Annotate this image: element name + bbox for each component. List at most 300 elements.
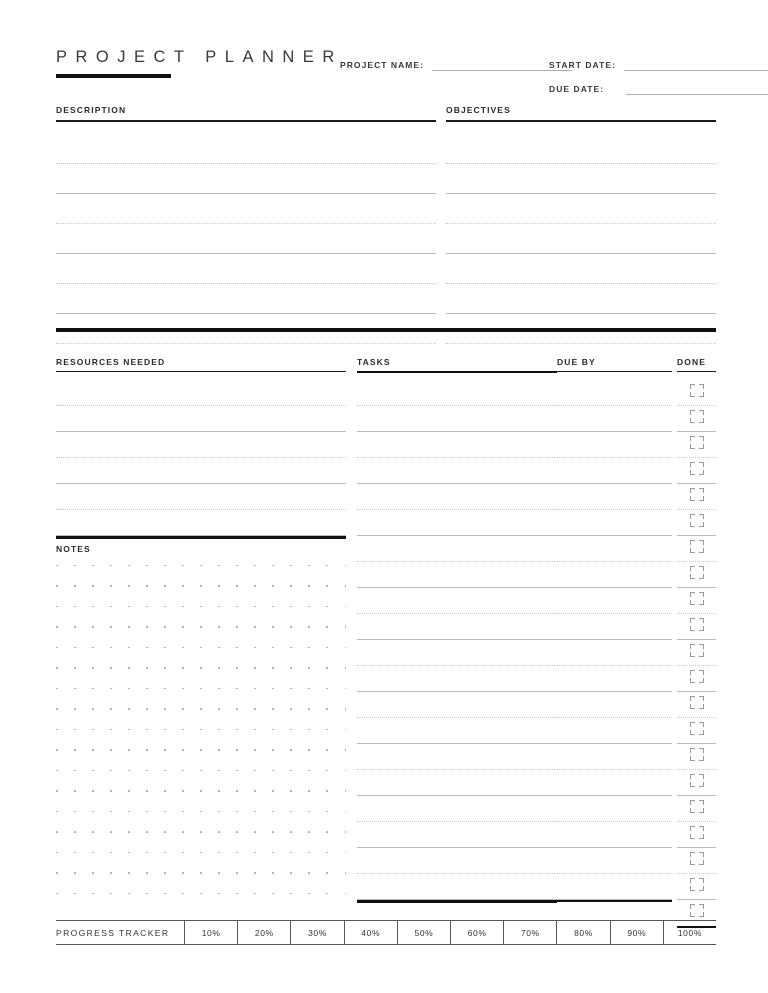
task-row[interactable] [357, 874, 557, 900]
done-row[interactable] [677, 770, 716, 796]
notes-dot [200, 749, 202, 751]
notes-dot [236, 688, 238, 690]
checkbox-corner [690, 470, 695, 475]
notes-dot [218, 688, 220, 690]
notes-dot [200, 565, 202, 567]
notes-dot [92, 872, 94, 874]
notes-dot [236, 606, 238, 608]
notes-dot [128, 811, 130, 813]
checkbox-corner [690, 514, 695, 519]
tasks-lines[interactable] [357, 380, 557, 903]
notes-dot [200, 790, 202, 792]
notes-dot [164, 585, 166, 587]
notes-dot [200, 893, 202, 895]
notes-dot-row [56, 887, 346, 908]
notes-dot [128, 708, 130, 710]
checkbox-corner [699, 410, 704, 415]
notes-dot [110, 667, 112, 669]
due-by-lines[interactable] [557, 380, 672, 902]
notes-dot [164, 770, 166, 772]
task-row[interactable] [357, 640, 557, 666]
checkbox-icon[interactable] [690, 384, 704, 397]
notes-dot [272, 790, 274, 792]
notes-dot [236, 790, 238, 792]
notes-dot [92, 667, 94, 669]
notes-dot [308, 749, 310, 751]
task-row[interactable] [357, 666, 557, 692]
checkbox-corner [699, 834, 704, 839]
notes-dot [345, 708, 347, 710]
notes-dot [164, 606, 166, 608]
notes-dot [74, 872, 76, 874]
notes-dot [128, 770, 130, 772]
notes-dot [218, 831, 220, 833]
checkbox-corner [699, 384, 704, 389]
due-by-row[interactable] [557, 484, 672, 510]
progress-step-100[interactable]: 100% [663, 921, 716, 944]
progress-step-90[interactable]: 90% [610, 921, 663, 944]
notes-dot [272, 893, 274, 895]
notes-dot [128, 893, 130, 895]
notes-dot [254, 770, 256, 772]
checkbox-corner [699, 488, 704, 493]
checkbox-corner [690, 436, 695, 441]
description-heading: DESCRIPTION [56, 105, 127, 115]
resource-row[interactable] [56, 458, 346, 484]
progress-tracker-row [56, 921, 716, 944]
due-date-input-line[interactable] [626, 93, 768, 95]
resources-lines[interactable] [56, 380, 346, 539]
task-row[interactable] [357, 510, 557, 536]
notes-dot [110, 831, 112, 833]
progress-step-70[interactable]: 70% [503, 921, 556, 944]
done-row[interactable] [677, 458, 716, 484]
checkbox-icon[interactable] [690, 748, 704, 761]
notes-dot [128, 749, 130, 751]
notes-dot [146, 708, 148, 710]
done-row[interactable] [677, 718, 716, 744]
checkbox-corner [690, 782, 695, 787]
checkbox-icon[interactable] [690, 644, 704, 657]
due-by-row[interactable] [557, 380, 672, 406]
notes-dot [272, 565, 274, 567]
checkbox-corner [690, 618, 695, 623]
done-row[interactable] [677, 614, 716, 640]
progress-step-60[interactable]: 60% [450, 921, 503, 944]
checkbox-corner [690, 748, 695, 753]
task-row[interactable] [357, 692, 557, 718]
task-area [56, 357, 716, 554]
description-lines[interactable] [56, 134, 436, 344]
checkbox-icon[interactable] [690, 592, 704, 605]
progress-step-30[interactable]: 30% [290, 921, 343, 944]
notes-dot-row [56, 641, 346, 662]
tasks-heading: TASKS [357, 357, 391, 367]
notes-dot [164, 852, 166, 854]
notes-dot [146, 626, 148, 628]
notes-dot [218, 852, 220, 854]
due-by-row[interactable] [557, 510, 672, 536]
checkbox-icon[interactable] [690, 696, 704, 709]
notes-dot [218, 872, 220, 874]
resource-row[interactable] [56, 380, 346, 406]
done-heading-block [677, 358, 716, 372]
notes-dot [74, 606, 76, 608]
notes-dot [182, 893, 184, 895]
notes-dot [290, 606, 292, 608]
notes-dot [164, 811, 166, 813]
notes-dot [164, 790, 166, 792]
checkbox-corner [690, 652, 695, 657]
notes-dot [272, 770, 274, 772]
notes-heading: NOTES [56, 544, 91, 554]
task-row[interactable] [357, 614, 557, 640]
resources-heading-block [56, 358, 346, 372]
due-by-row[interactable] [557, 874, 672, 900]
notes-dot [74, 831, 76, 833]
checkbox-icon[interactable] [690, 722, 704, 735]
done-row[interactable] [677, 640, 716, 666]
checkbox-icon[interactable] [690, 566, 704, 579]
checkbox-corner [690, 756, 695, 761]
objectives-section [446, 106, 716, 344]
checkbox-icon[interactable] [690, 540, 704, 553]
notes-dot [146, 749, 148, 751]
description-heading-rule [56, 120, 436, 122]
notes-dot [164, 647, 166, 649]
checkbox-icon[interactable] [690, 800, 704, 813]
done-row[interactable] [677, 848, 716, 874]
notes-dot [290, 626, 292, 628]
notes-dot [146, 811, 148, 813]
checkbox-corner [699, 566, 704, 571]
checkbox-icon[interactable] [690, 878, 704, 891]
checkbox-corner [699, 540, 704, 545]
start-date-input-line[interactable] [624, 69, 768, 71]
notes-dot [128, 606, 130, 608]
task-row[interactable] [357, 796, 557, 822]
checkbox-corner [699, 704, 704, 709]
notes-dot [74, 811, 76, 813]
progress-step-10[interactable]: 10% [184, 921, 237, 944]
done-row[interactable] [677, 380, 716, 406]
task-row[interactable] [357, 406, 557, 432]
write-line[interactable] [56, 343, 436, 344]
write-line[interactable] [446, 343, 716, 344]
checkbox-corner [699, 548, 704, 553]
notes-dot [182, 585, 184, 587]
checkbox-corner [690, 462, 695, 467]
notes-dot [218, 708, 220, 710]
due-by-row[interactable] [557, 666, 672, 692]
checkbox-icon[interactable] [690, 410, 704, 423]
notes-dot [326, 565, 328, 567]
notes-dot [92, 729, 94, 731]
checkbox-corner [690, 574, 695, 579]
checkbox-corner [690, 392, 695, 397]
notes-dot [200, 831, 202, 833]
notes-dot [308, 790, 310, 792]
checkbox-corner [690, 626, 695, 631]
notes-dot [345, 790, 347, 792]
progress-step-20[interactable]: 20% [237, 921, 290, 944]
task-row[interactable] [357, 458, 557, 484]
task-row[interactable] [357, 562, 557, 588]
resource-row[interactable] [56, 406, 346, 432]
notes-dot [345, 626, 347, 628]
notes-dot [290, 585, 292, 587]
done-row[interactable] [677, 406, 716, 432]
notes-dot [308, 708, 310, 710]
notes-dot [56, 749, 58, 751]
notes-dot [236, 585, 238, 587]
notes-dot [146, 872, 148, 874]
notes-dot [308, 585, 310, 587]
notes-dot [272, 811, 274, 813]
done-row[interactable] [677, 874, 716, 900]
checkbox-corner [699, 800, 704, 805]
notes-dot-row [56, 579, 346, 600]
checkbox-corner [699, 730, 704, 735]
notes-dot [272, 606, 274, 608]
notes-dot [254, 811, 256, 813]
notes-dot [254, 606, 256, 608]
due-by-row[interactable] [557, 796, 672, 822]
notes-dot [254, 585, 256, 587]
notes-dot [345, 565, 347, 567]
due-date-label: DUE DATE: [549, 84, 605, 94]
notes-dot [326, 585, 328, 587]
notes-dot [164, 708, 166, 710]
notes-dot [326, 606, 328, 608]
notes-dot [92, 585, 94, 587]
notes-dot [182, 852, 184, 854]
notes-dot [290, 852, 292, 854]
task-area-headings [56, 358, 716, 380]
notes-dot [326, 852, 328, 854]
notes-dot [128, 585, 130, 587]
checkbox-corner [699, 808, 704, 813]
checkbox-corner [690, 774, 695, 779]
due-by-row[interactable] [557, 848, 672, 874]
notes-dot-grid[interactable] [56, 559, 346, 908]
checkbox-icon[interactable] [690, 462, 704, 475]
done-row[interactable] [677, 562, 716, 588]
done-row[interactable] [677, 822, 716, 848]
done-row[interactable] [677, 744, 716, 770]
done-column [677, 380, 716, 928]
notes-dot [146, 647, 148, 649]
notes-dot-row [56, 559, 346, 580]
checkbox-icon[interactable] [690, 852, 704, 865]
resource-row[interactable] [56, 510, 346, 536]
done-row[interactable] [677, 432, 716, 458]
project-name-field[interactable] [340, 61, 572, 71]
checkbox-corner [690, 696, 695, 701]
notes-dot [92, 852, 94, 854]
notes-dot [254, 852, 256, 854]
notes-dot [146, 893, 148, 895]
start-date-field[interactable] [549, 61, 768, 71]
title-underline [56, 74, 171, 78]
notes-dot [182, 749, 184, 751]
notes-dot [74, 565, 76, 567]
notes-dot [218, 667, 220, 669]
task-row[interactable] [357, 848, 557, 874]
notes-dot [74, 790, 76, 792]
notes-dot [128, 852, 130, 854]
notes-dot [110, 606, 112, 608]
notes-dot [200, 647, 202, 649]
notes-dot-row [56, 743, 346, 764]
notes-dot [345, 770, 347, 772]
task-row[interactable] [357, 718, 557, 744]
due-by-row[interactable] [557, 536, 672, 562]
checkbox-icon[interactable] [690, 670, 704, 683]
checkbox-icon[interactable] [690, 436, 704, 449]
progress-step-80[interactable]: 80% [556, 921, 609, 944]
notes-dot [110, 872, 112, 874]
notes-dot [182, 729, 184, 731]
checkbox-corner [699, 722, 704, 727]
notes-dot [128, 872, 130, 874]
checkbox-corner [699, 878, 704, 883]
due-by-row[interactable] [557, 406, 672, 432]
done-row[interactable] [677, 692, 716, 718]
due-by-row[interactable] [557, 458, 672, 484]
notes-dot [254, 688, 256, 690]
notes-dot [326, 729, 328, 731]
due-by-row[interactable] [557, 588, 672, 614]
notes-dot [345, 893, 347, 895]
notes-dot [254, 872, 256, 874]
notes-dot [218, 749, 220, 751]
task-row[interactable] [357, 770, 557, 796]
checkbox-corner [690, 704, 695, 709]
notes-dot [345, 852, 347, 854]
notes-dot [146, 729, 148, 731]
notes-dot [110, 565, 112, 567]
due-by-row[interactable] [557, 770, 672, 796]
due-by-row[interactable] [557, 718, 672, 744]
task-row[interactable] [357, 380, 557, 406]
notes-dot [290, 811, 292, 813]
notes-dot [272, 831, 274, 833]
checkbox-icon[interactable] [690, 826, 704, 839]
due-by-row[interactable] [557, 822, 672, 848]
notes-dot [74, 647, 76, 649]
due-by-row[interactable] [557, 640, 672, 666]
checkbox-corner [690, 548, 695, 553]
notes-dot [345, 872, 347, 874]
notes-dot [254, 790, 256, 792]
notes-dot [236, 852, 238, 854]
notes-dot [92, 749, 94, 751]
task-row[interactable] [357, 744, 557, 770]
task-row[interactable] [357, 432, 557, 458]
task-row[interactable] [357, 536, 557, 562]
checkbox-corner [690, 912, 695, 917]
task-row[interactable] [357, 588, 557, 614]
checkbox-corner [699, 418, 704, 423]
notes-dot [110, 852, 112, 854]
notes-dot [326, 790, 328, 792]
checkbox-corner [699, 782, 704, 787]
tasks-end-rule [357, 900, 557, 903]
notes-dot [92, 606, 94, 608]
due-by-heading-block [557, 358, 672, 372]
checkbox-corner [690, 808, 695, 813]
notes-dot-row [56, 805, 346, 826]
notes-dot [74, 893, 76, 895]
tasks-heading-rule [357, 371, 557, 374]
checkbox-corner [699, 756, 704, 761]
checkbox-icon[interactable] [690, 774, 704, 787]
checkbox-corner [699, 392, 704, 397]
notes-dot [290, 770, 292, 772]
notes-dot [56, 790, 58, 792]
notes-dot [236, 708, 238, 710]
due-by-row[interactable] [557, 562, 672, 588]
notes-dot [236, 647, 238, 649]
done-row[interactable] [677, 796, 716, 822]
notes-dot [345, 606, 347, 608]
notes-dot-row [56, 682, 346, 703]
notes-dot [56, 667, 58, 669]
due-by-row[interactable] [557, 614, 672, 640]
done-row[interactable] [677, 484, 716, 510]
due-by-row[interactable] [557, 432, 672, 458]
done-row[interactable] [677, 666, 716, 692]
due-by-row[interactable] [557, 692, 672, 718]
checkbox-corner [699, 618, 704, 623]
done-row[interactable] [677, 588, 716, 614]
notes-dot [146, 688, 148, 690]
checkbox-icon[interactable] [690, 904, 704, 917]
resource-row[interactable] [56, 484, 346, 510]
progress-step-40[interactable]: 40% [344, 921, 397, 944]
task-row[interactable] [357, 484, 557, 510]
due-by-row[interactable] [557, 744, 672, 770]
page-title: PROJECT PLANNER [56, 48, 343, 66]
notes-dot [290, 647, 292, 649]
notes-dot [164, 831, 166, 833]
start-date-label: START DATE: [549, 60, 616, 70]
notes-dot [326, 667, 328, 669]
objectives-lines[interactable] [446, 134, 716, 344]
progress-step-50[interactable]: 50% [397, 921, 450, 944]
due-date-field[interactable] [549, 85, 768, 95]
notes-dot [345, 811, 347, 813]
notes-dot [236, 770, 238, 772]
done-row[interactable] [677, 536, 716, 562]
done-row[interactable] [677, 510, 716, 536]
resource-row[interactable] [56, 432, 346, 458]
checkbox-icon[interactable] [690, 488, 704, 501]
task-row[interactable] [357, 822, 557, 848]
notes-dot [326, 647, 328, 649]
checkbox-icon[interactable] [690, 618, 704, 631]
notes-dot-row [56, 702, 346, 723]
notes-dot [200, 770, 202, 772]
notes-dot [272, 749, 274, 751]
notes-dot [182, 790, 184, 792]
done-checkboxes[interactable] [677, 380, 716, 926]
resources-heading: RESOURCES NEEDED [56, 357, 166, 367]
checkbox-icon[interactable] [690, 514, 704, 527]
notes-dot [290, 729, 292, 731]
progress-tracker [56, 920, 716, 945]
